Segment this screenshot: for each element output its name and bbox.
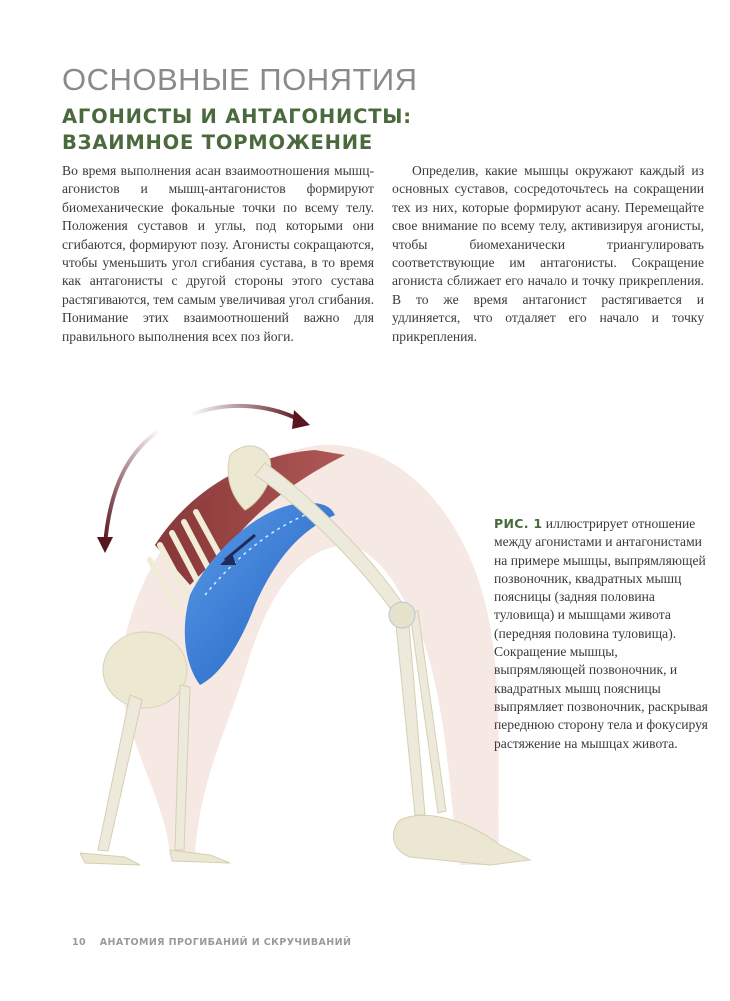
foot-bones-right [170,850,230,863]
subtitle-line-2: ВЗАИМНОЕ ТОРМОЖЕНИЕ [62,131,374,154]
figure-caption-text: иллюстрирует отношение между агонистами и антагонистами на примере мышцы, выпрямляющей позвоночник, квадратных мышц поясницы (задняя половина туловища) и мышцами живота (передняя половина туловища). Сокращение мышцы, выпрямляющей позвоночник, и квадратных мышц поясницы выпрямляет позвоночник, раскрывая переднюю сторону тела и фокусируя растяжение на мышцах живота. [494,516,708,751]
pelvis-bone [103,632,187,708]
right-column-text [392,162,704,346]
figure-caption [494,515,712,753]
left-column-text [62,162,374,346]
paragraph: Во время выполнения асан взаимоотношения мышц-агонистов и мышц-антагонистов формируют биомеханические фокальные точки по всему телу. Положения суставов и углы, под которыми они сгибаются, формируют позу. Агонисты сокращаются, чтобы уменьшить угол сгибания сустава, в то время как антагонисты с другой стороны этого сустава растягиваются, тем самым увеличивая угол сгибания. Понимание этих взаимоотношений важно для правильного выполнения всех поз йоги. [62,163,374,344]
arrowhead-top-icon [292,410,310,429]
figure-label: РИС. 1 [494,516,543,531]
stretch-arrow-left [105,430,160,545]
page-footer [72,937,351,948]
anatomy-figure [80,395,550,905]
page-number: 10 [72,937,87,948]
hand-bones [393,815,530,865]
running-title: АНАТОМИЯ ПРОГИБАНИЙ И СКРУЧИВАНИЙ [99,937,352,948]
elbow-joint [389,602,415,628]
subtitle-line-1: АГОНИСТЫ И АНТАГОНИСТЫ: [62,105,412,128]
foot-bones-left [80,853,140,865]
article-subtitle [62,104,412,156]
stretch-arrow-top [190,406,300,420]
section-title: ОСНОВНЫЕ ПОНЯТИЯ [62,62,418,97]
arrowhead-left-icon [97,537,113,553]
paragraph: Определив, какие мышцы окружают каждый из основных суставов, сосредоточьтесь на сокращении тех из них, которые формируют асану. Перемещайте свое внимание по всему телу, активизируя агонисты, чтобы биомеханически триангулировать соответствующие им антагонисты. Сокращение агониста сближает его начало и точку прикрепления. В то же время антагонист растягивается и удлиняется, что отдаляет его начало и точку прикрепления. [392,163,704,344]
femur-bone [98,695,142,851]
wheel-pose-skeleton-illustration [80,395,550,905]
